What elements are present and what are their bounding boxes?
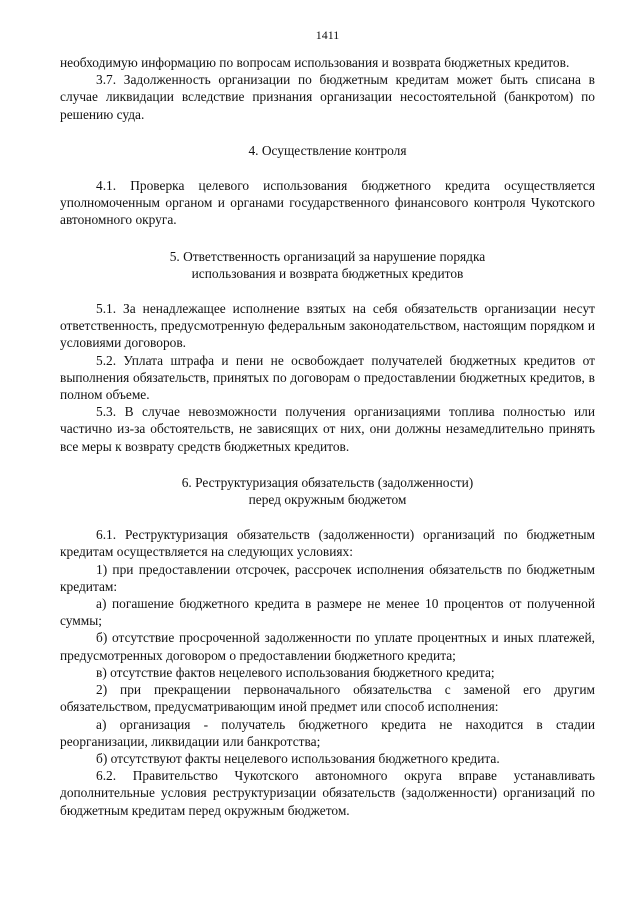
paragraph-3-7: 3.7. Задолженность организации по бюджетным кредитам может быть списана в случае ликвидации вследствие признания организации несостоятельной (банкротом) по решению суда. [60,72,595,122]
document-page [60,28,595,819]
spacer [60,508,595,526]
paragraph-6-1-item-1a: а) погашение бюджетного кредита в размере не менее 10 процентов от полученной суммы; [60,596,595,629]
paragraph-6-1-item-1: 1) при предоставлении отсрочек, рассрочек исполнения обязательств по бюджетным кредитам: [60,561,595,594]
paragraph-6-1-item-2b: б) отсутствуют факты нецелевого использования бюджетного кредита. [96,750,500,766]
section-5-heading-line-2: использования и возврата бюджетных кредитов [191,265,464,281]
section-6-heading-line-2: перед окружным бюджетом [248,492,407,508]
paragraph-6-1-item-1c: в) отсутствие фактов нецелевого использования бюджетного кредита; [96,664,495,680]
paragraph-4-1: 4.1. Проверка целевого использования бюджетного кредита осуществляется уполномоченным органом и органами государственного финансового контроля Чукотского автономного округа. [60,178,595,228]
paragraph-6-1-item-2: 2) при прекращении первоначального обязательства с заменой его другим обязательством, предусматривающим иной предмет или способ исполнения: [60,682,595,715]
section-4-heading: 4. Осуществление контроля [248,142,407,158]
spacer [60,229,595,248]
page-number: 1411 [315,28,340,42]
spacer [60,159,595,177]
paragraph-6-2: 6.2. Правительство Чукотского автономного округа вправе устанавливать дополнительные условия реструктуризации обязательств (задолженности) организаций по бюджетным кредитам перед окружным бюджетом. [60,768,595,818]
paragraph-5-3: 5.3. В случае невозможности получения организациями топлива полностью или частично из-за обстоятельств, не зависящих от них, они должны незамедлительно принять все меры к возврату средств бюджетных кредитов. [60,404,595,454]
paragraph-3-6-continuation: необходимую информацию по вопросам использования и возврата бюджетных кредитов. [60,55,570,70]
spacer [60,455,595,474]
paragraph-5-1: 5.1. За ненадлежащее исполнение взятых на себя обязательств организации несут ответственность, предусмотренную федеральным законодательством, настоящим порядком и условиями договоров. [60,301,595,351]
paragraph-6-1: 6.1. Реструктуризация обязательств (задолженности) организаций по бюджетным кредитам осуществляется на следующих условиях: [60,527,595,560]
paragraph-6-1-item-2a: а) организация - получатель бюджетного кредита не находится в стадии реорганизации, ликвидации или банкротства; [60,716,595,749]
section-5-heading-line-1: 5. Ответственность организаций за нарушение порядка [169,248,486,264]
spacer [60,123,595,142]
paragraph-5-2: 5.2. Уплата штрафа и пени не освобождает получателей бюджетных кредитов от выполнения обязательств, принятых по договорам о предоставлении бюджетных кредитов, в полном объеме. [60,352,595,403]
paragraph-6-1-item-1b: б) отсутствие просроченной задолженности по уплате процентных и иных платежей, предусмотренных договором о предоставлении бюджетного кредита; [60,630,595,663]
spacer [60,282,595,300]
section-6-heading-line-1: 6. Реструктуризация обязательств (задолженности) [181,474,474,490]
